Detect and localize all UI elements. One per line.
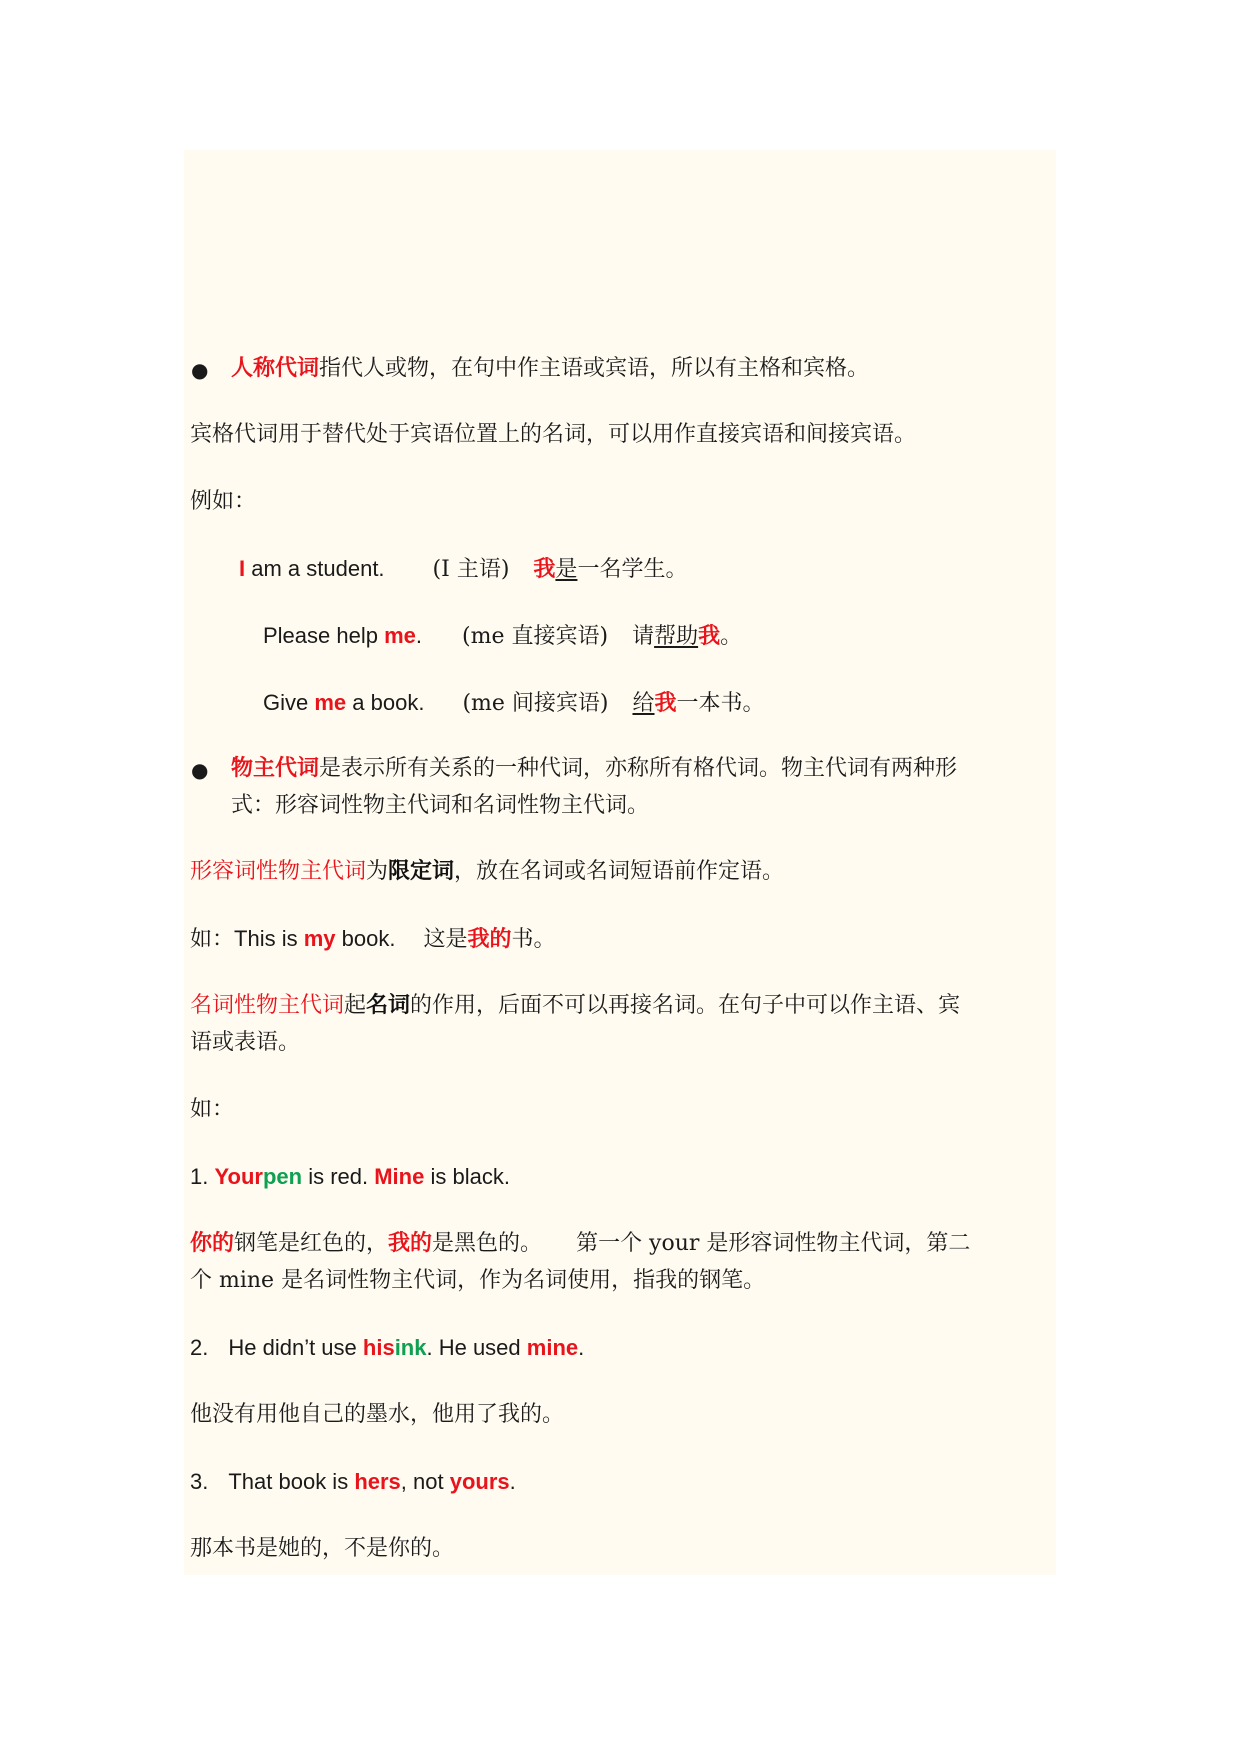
bullet-dot-icon: ● [191,758,209,782]
noun-possessive-note-cont: 语或表语。 [190,1030,301,1055]
example-2: Please help me. (me 直接宾语) 请帮助我。 [263,623,743,649]
possessive-example-2-translation: 他没有用他自己的墨水，他用了我的。 [190,1402,565,1427]
bullet-dot-icon: ● [191,358,209,382]
possessive-example-2: 2. He didn’t use hisink. He used mine. [190,1335,585,1360]
example-intro: 例如： [190,489,257,514]
adjective-possessive-note: 形容词性物主代词为限定词，放在名词或名词短语前作定语。 [190,858,785,884]
possessive-example-1-translation: 你的钢笔是红色的，我的是黑色的。 第一个 your 是形容词性物主代词，第二 [190,1230,971,1256]
example-1: I am a student. (I 主语) 我是一名学生。 [239,556,688,582]
noun-example-intro: 如： [190,1097,235,1122]
possessive-example-3: 3. That book is hers, not yours. [190,1469,516,1494]
object-pronoun-note: 宾格代词用于替代处于宾语位置上的名词，可以用作直接宾语和间接宾语。 [190,422,917,447]
possessive-example-1: 1. Yourpen is red. Mine is black. [190,1164,510,1189]
possessive-example-3-translation: 那本书是她的，不是你的。 [190,1536,455,1561]
possessive-pronoun-definition: 物主代词是表示所有关系的一种代词，亦称所有格代词。物主代词有两种形 [231,755,958,781]
possessive-example-1-translation-cont: 个 mine 是名词性物主代词，作为名词使用，指我的钢笔。 [190,1268,766,1293]
example-3: Give me a book. (me 间接宾语) 给我一本书。 [263,690,765,716]
noun-possessive-note: 名词性物主代词起名词的作用，后面不可以再接名词。在句子中可以作主语、宾 [190,992,961,1018]
term-personal-pronoun: 人称代词 [231,355,320,381]
possessive-pronoun-definition-cont: 式：形容词性物主代词和名词性物主代词。 [231,793,650,818]
personal-pronoun-definition: 人称代词指代人或物，在句中作主语或宾语，所以有主格和宾格。 [231,355,870,381]
adjective-possessive-example: 如：This is my book. 这是我的书。 [190,926,556,952]
term-possessive-pronoun: 物主代词 [231,755,320,781]
